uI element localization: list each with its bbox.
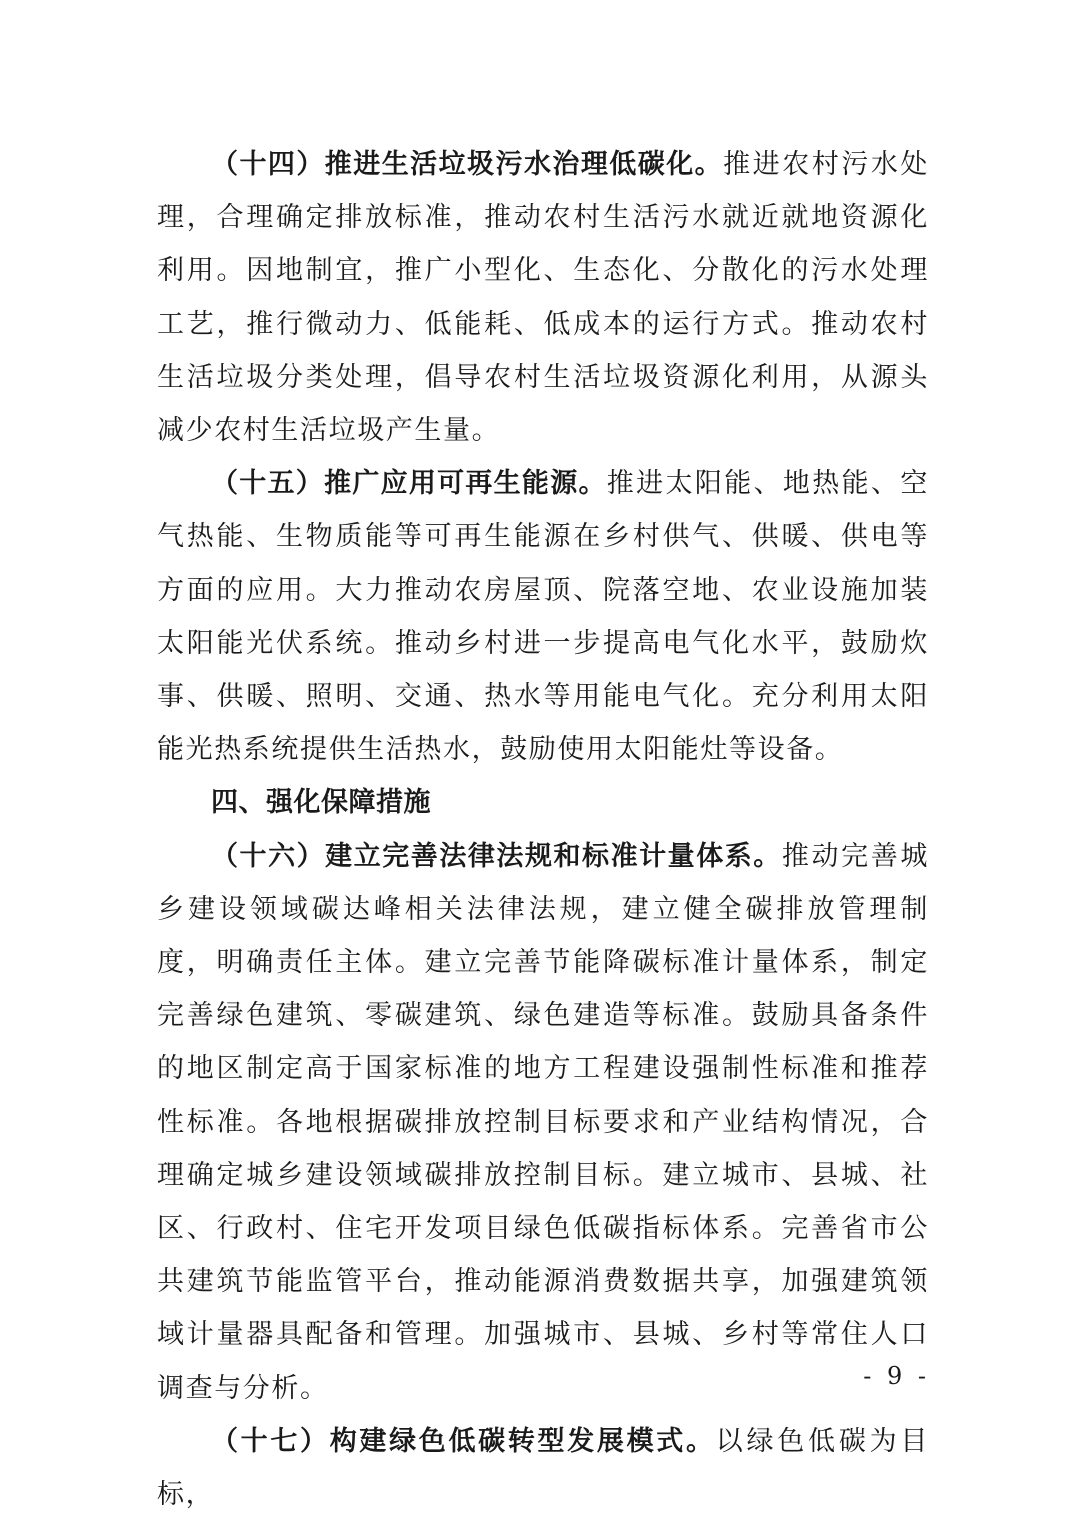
document-body [157, 138, 929, 1521]
paragraph-14 [157, 138, 929, 457]
paragraph-14-text: 推进农村污水处理，合理确定排放标准，推动农村生活污水就近就地资源化利用。因地制宜，推广小型化、生态化、分散化的污水处理工艺，推行微动力、低能耗、低成本的运行方式。推动农村生活垃圾分类处理，倡导农村生活垃圾资源化利用，从源头减少农村生活垃圾产生量。 [157, 149, 930, 447]
paragraph-16 [157, 830, 929, 1415]
paragraph-15-lead: （十五）推广应用可再生能源。 [211, 468, 607, 500]
section-heading: 四、强化保障措施 [211, 787, 431, 819]
paragraph-16-text: 推动完善城乡建设领域碳达峰相关法律法规，建立健全碳排放管理制度，明确责任主体。建立完善节能降碳标准计量体系，制定完善绿色建筑、零碳建筑、绿色建造等标准。鼓励具备条件的地区制定高于国家标准的地方工程建设强制性标准和推荐性标准。各地根据碳排放控制目标要求和产业结构情况，合理确定城乡建设领域碳排放控制目标。建立城市、县城、社区、行政村、住宅开发项目绿色低碳指标体系。完善省市公共建筑节能监管平台，推动能源消费数据共享，加强建筑领域计量器具配备和管理。加强城市、县城、乡村等常住人口调查与分析。 [157, 840, 930, 1404]
paragraph-14-lead: （十四）推进生活垃圾污水治理低碳化。 [211, 149, 724, 180]
paragraph-15-text: 推进太阳能、地热能、空气热能、生物质能等可再生能源在乡村供气、供暖、供电等方面的应用。大力推动农房屋顶、院落空地、农业设施加装太阳能光伏系统。推动乡村进一步提高电气化水平，鼓励炊事、供暖、照明、交通、热水等用能电气化。充分利用太阳能光热系统提供生活热水，鼓励使用太阳能灶等设备。 [157, 468, 929, 766]
paragraph-17-text: 以绿色低碳为目标， [157, 1425, 930, 1511]
page-number: - 9 - [863, 1362, 930, 1390]
paragraph-16-lead: （十六）建立完善法律法规和标准计量体系。 [211, 840, 782, 872]
paragraph-17-lead: （十七）构建绿色低碳转型发展模式。 [211, 1425, 716, 1457]
paragraph-15 [157, 457, 929, 776]
paragraph-17 [157, 1415, 929, 1521]
